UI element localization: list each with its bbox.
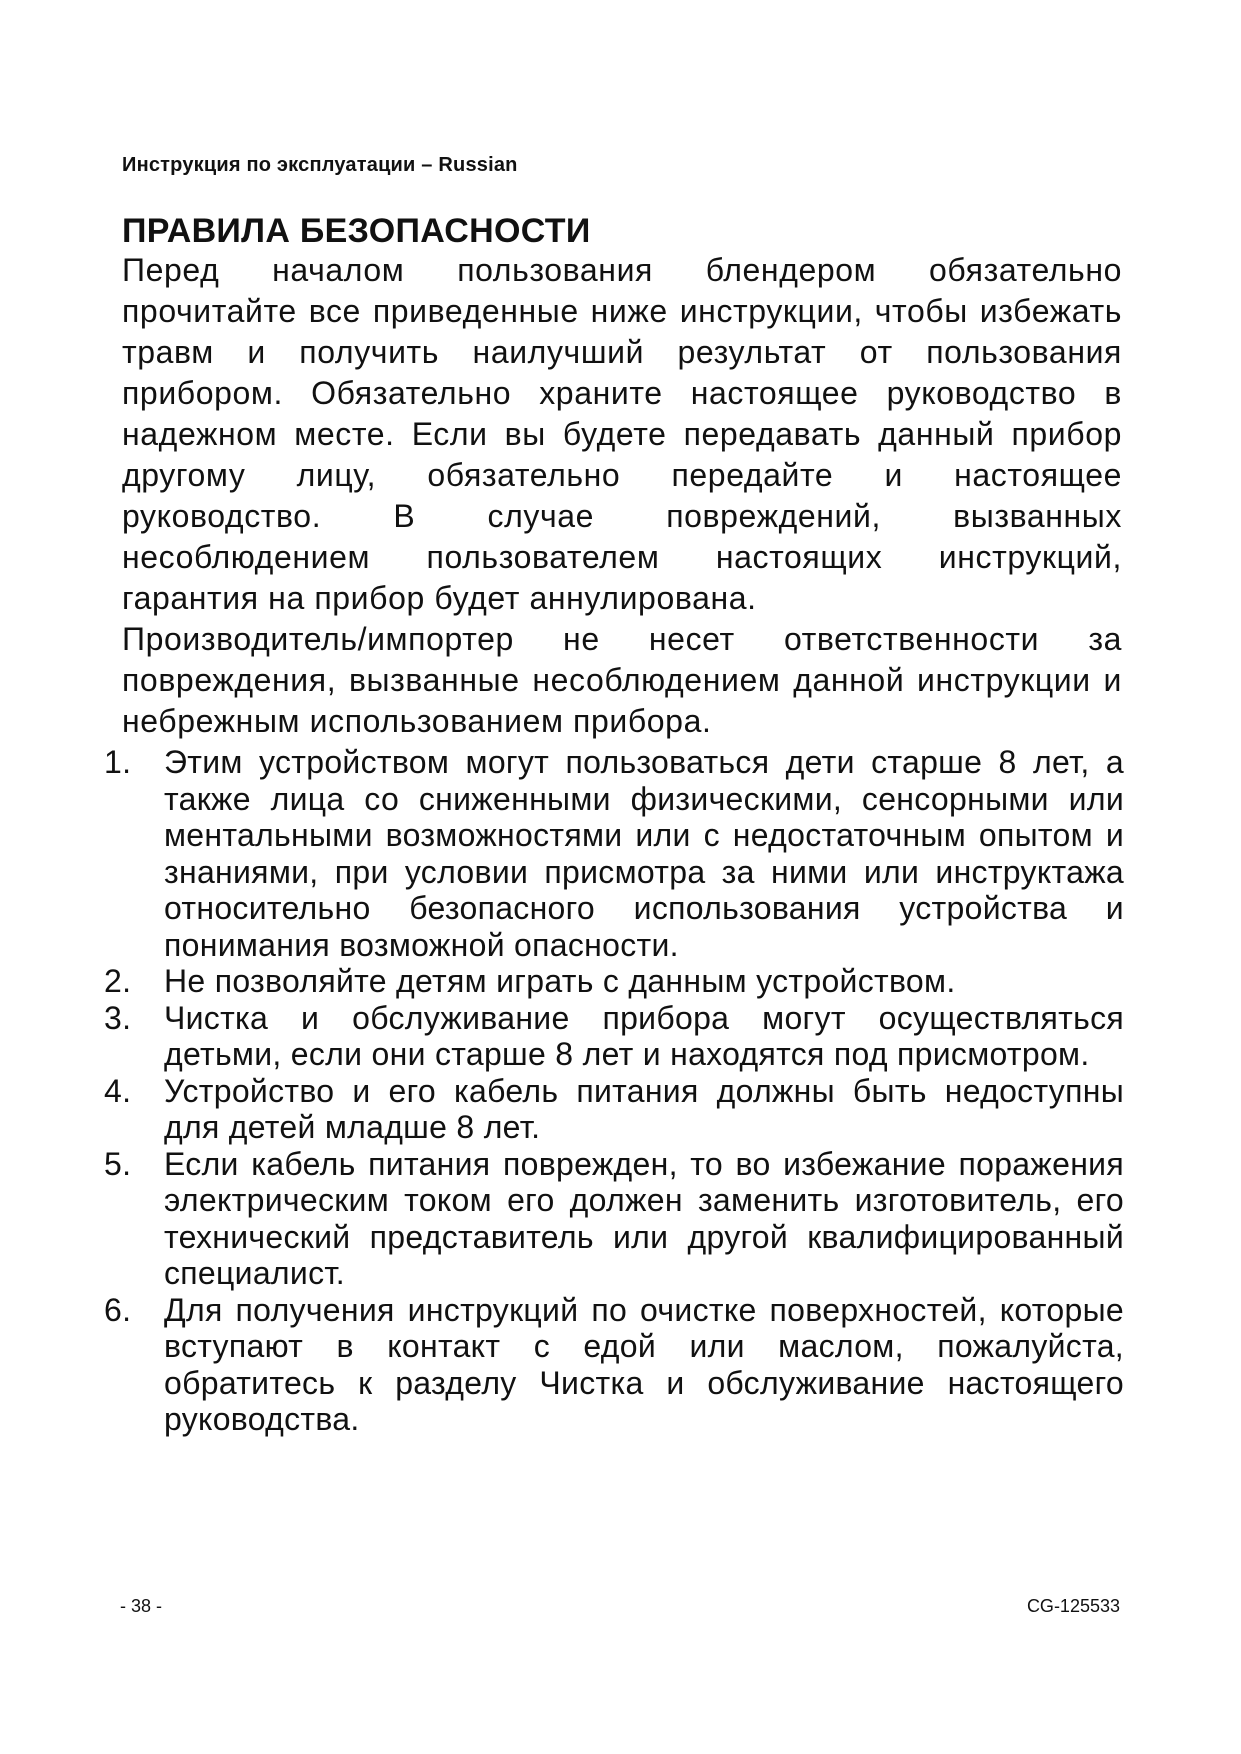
list-item-number: 2. <box>104 963 132 999</box>
list-item-text: Для получения инструкций по очистке поверхностей, которые вступают в контакт с едой или маслом, пожалуйста, обратитесь к разделу Чистка и обслуживание настоящего руководства. <box>164 1291 1124 1437</box>
safety-rules-list <box>104 744 1124 1438</box>
list-item-number: 4. <box>104 1072 132 1109</box>
list-item-number: 1. <box>104 744 132 780</box>
list-item <box>104 963 1124 1000</box>
intro-text <box>122 250 1122 742</box>
list-item-text: Если кабель питания поврежден, то во избежание поражения электрическим током его должен заменить изготовитель, его технический представитель или другой квалифицированный специалист. <box>164 1145 1124 1291</box>
list-item-text: Устройство и его кабель питания должны быть недоступны для детей младше 8 лет. <box>164 1072 1124 1145</box>
list-item-text: Не позволяйте детям играть с данным устройством. <box>164 963 956 999</box>
header-label: Инструкция по эксплуатации – Russian <box>122 154 518 176</box>
list-item-text: Чистка и обслуживание прибора могут осуществляться детьми, если они старше 8 лет и находятся под присмотром. <box>164 999 1124 1072</box>
list-item <box>104 1292 1124 1438</box>
list-item <box>104 1146 1124 1292</box>
section-title: ПРАВИЛА БЕЗОПАСНОСТИ <box>122 212 591 250</box>
list-item-number: 3. <box>104 999 132 1036</box>
model-code: CG-125533 <box>1026 1596 1120 1616</box>
list-item-number: 5. <box>104 1145 132 1182</box>
list-item <box>104 744 1124 963</box>
list-item-number: 6. <box>104 1291 132 1328</box>
list-item-text: Этим устройством могут пользоваться дети старше 8 лет, а также лица со сниженными физическими, сенсорными или ментальными возможностями или с недостаточным опытом и знаниями, при условии присмотра за ними или инструктажа относительно безопасного использования устройства и понимания возможной опасности. <box>164 744 1124 963</box>
intro-paragraph: Производитель/импортер не несет ответственности за повреждения, вызванные несоблюдением данной инструкции и небрежным использованием прибора. <box>122 621 1122 739</box>
list-item <box>104 1000 1124 1073</box>
intro-paragraph: Перед началом пользования блендером обязательно прочитайте все приведенные ниже инструкции, чтобы избежать травм и получить наилучший результат от пользования прибором. Обязательно храните настоящее руководство в надежном месте. Если вы будете передавать данный прибор другому лицу, обязательно передайте и настоящее руководство. В случае повреждений, вызванных несоблюдением пользователем настоящих инструкций, гарантия на прибор будет аннулирована. <box>122 252 1122 616</box>
page-number: - 38 - <box>120 1596 163 1616</box>
list-item <box>104 1073 1124 1146</box>
